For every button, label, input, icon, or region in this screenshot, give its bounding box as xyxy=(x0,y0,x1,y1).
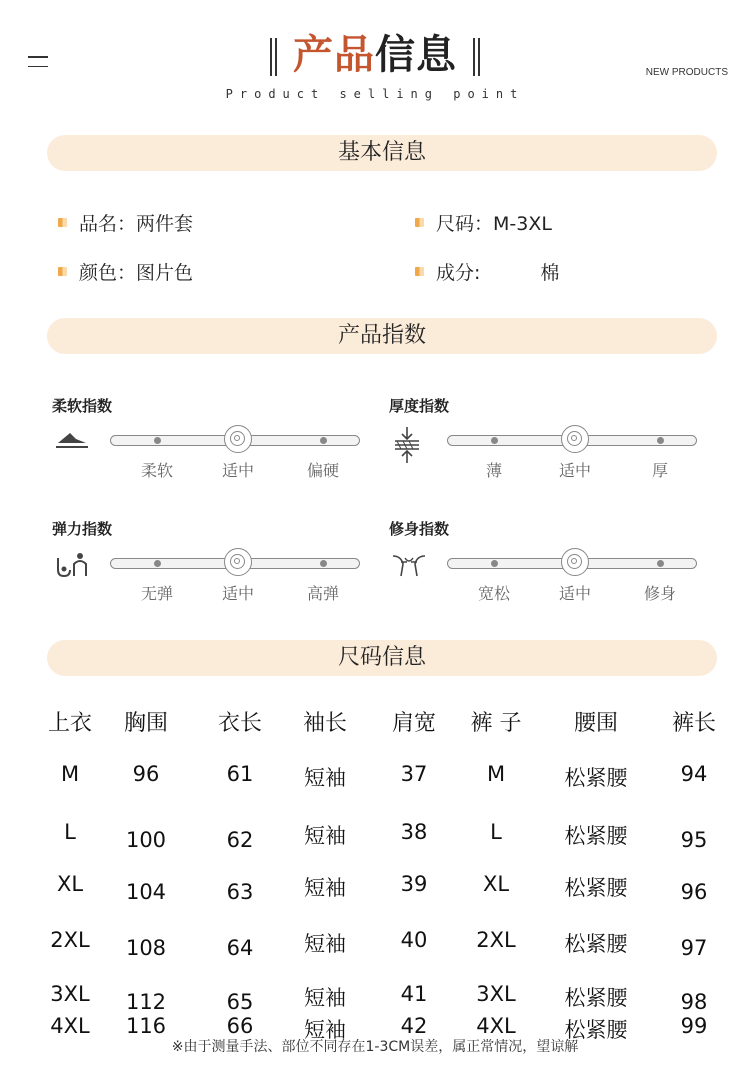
elasticity-icon xyxy=(54,550,88,584)
index-level-label: 无弹 xyxy=(140,584,173,603)
size-table-cell: 2XL xyxy=(50,928,90,952)
size-table-header: 肩宽 xyxy=(391,711,436,736)
size-table-cell: 短袖 xyxy=(304,932,346,956)
size-table-cell: 98 xyxy=(680,990,708,1014)
fit-icon xyxy=(391,550,427,582)
new-products-label: NEW PRODUCTS xyxy=(645,67,728,78)
index-title: 厚度指数 xyxy=(389,397,450,415)
knob-ring xyxy=(230,554,245,569)
index-level-label: 薄 xyxy=(485,461,502,480)
index-level-label: 宽松 xyxy=(477,584,510,603)
size-table-cell: 3XL xyxy=(476,982,516,1006)
title-divider-right xyxy=(473,38,480,76)
size-table-header: 裤长 xyxy=(671,711,716,736)
size-table-cell: 108 xyxy=(125,936,167,960)
index-slider-stop xyxy=(657,437,664,444)
index-level-label: 适中 xyxy=(221,461,254,480)
size-table-cell: 116 xyxy=(125,1014,167,1038)
size-table-cell: 短袖 xyxy=(304,766,346,790)
index-slider-knob xyxy=(224,548,252,576)
index-level-label: 适中 xyxy=(558,461,591,480)
index-slider-knob xyxy=(224,425,252,453)
page-subtitle: Product selling point xyxy=(225,87,525,101)
bullet-icon xyxy=(415,267,424,276)
info-color xyxy=(58,258,193,285)
page-title xyxy=(0,30,750,80)
size-table-cell: 64 xyxy=(226,936,254,960)
index-level-label: 厚 xyxy=(651,461,668,480)
size-table-cell: 短袖 xyxy=(304,986,346,1010)
size-table-cell: 短袖 xyxy=(304,1018,346,1042)
size-table-cell: 4XL xyxy=(50,1014,90,1038)
size-table-cell: 短袖 xyxy=(304,876,346,900)
size-table-cell: 37 xyxy=(400,762,428,786)
title-divider-left xyxy=(270,38,277,76)
size-table-header: 衣长 xyxy=(217,711,262,736)
size-table-cell: 松紧腰 xyxy=(564,986,628,1010)
softness-icon xyxy=(54,427,90,455)
knob-center xyxy=(571,558,577,564)
info-product-name xyxy=(58,209,193,236)
size-table-cell: 2XL xyxy=(476,928,516,952)
size-table-cell: XL xyxy=(56,872,84,896)
size-table-cell: 95 xyxy=(680,828,708,852)
index-level-label: 偏硬 xyxy=(306,461,339,480)
bullet-icon xyxy=(58,267,67,276)
size-table-header: 袖长 xyxy=(302,711,347,736)
size-table-cell: 松紧腰 xyxy=(564,876,628,900)
size-table-header: 上衣 xyxy=(47,711,92,736)
size-table-cell: 短袖 xyxy=(304,824,346,848)
index-slider-stop xyxy=(154,437,161,444)
title-accent: 产品 xyxy=(293,32,375,78)
size-table-cell: L xyxy=(64,820,76,844)
index-title: 弹力指数 xyxy=(52,520,113,538)
bullet-icon xyxy=(58,218,67,227)
size-table-cell: M xyxy=(486,762,506,786)
size-table-header: 胸围 xyxy=(123,711,168,736)
product-index-heading: 产品指数 xyxy=(47,318,717,354)
size-table-cell: 40 xyxy=(400,928,428,952)
info-product-name-text: 品名：两件套 xyxy=(79,213,194,235)
title-rest: 信息 xyxy=(375,32,457,78)
info-material-label: 成分: xyxy=(436,262,481,284)
index-slider-stop xyxy=(491,437,498,444)
size-info-heading: 尺码信息 xyxy=(47,640,717,676)
info-size-range-text: 尺码：M-3XL xyxy=(436,213,552,235)
size-table-cell: 96 xyxy=(132,762,160,786)
size-table-cell: 39 xyxy=(400,872,428,896)
bullet-icon xyxy=(415,218,424,227)
size-table-cell: 112 xyxy=(125,990,167,1014)
size-table-cell: 97 xyxy=(680,936,708,960)
size-table-header: 裤 子 xyxy=(470,711,522,736)
info-size-range xyxy=(415,209,552,236)
index-level-label: 柔软 xyxy=(140,461,173,480)
size-table-cell: 38 xyxy=(400,820,428,844)
index-slider-stop xyxy=(154,560,161,567)
size-table-cell: 42 xyxy=(400,1014,428,1038)
size-table-cell: 62 xyxy=(226,828,254,852)
index-slider-knob xyxy=(561,425,589,453)
index-level-label: 适中 xyxy=(558,584,591,603)
size-table-cell: 66 xyxy=(226,1014,254,1038)
index-title: 修身指数 xyxy=(389,520,450,538)
index-slider-stop xyxy=(491,560,498,567)
index-slider-stop xyxy=(320,560,327,567)
knob-ring xyxy=(567,554,582,569)
basic-info-heading: 基本信息 xyxy=(47,135,717,171)
knob-center xyxy=(234,435,240,441)
index-level-label: 高弹 xyxy=(306,584,339,603)
size-table-cell: 99 xyxy=(680,1014,708,1038)
size-table-cell: 65 xyxy=(226,990,254,1014)
thickness-icon xyxy=(391,425,423,469)
size-table-cell: 61 xyxy=(226,762,254,786)
size-table-cell: 松紧腰 xyxy=(564,1018,628,1042)
size-table-cell: 104 xyxy=(125,880,167,904)
size-table-cell: 96 xyxy=(680,880,708,904)
index-slider-stop xyxy=(657,560,664,567)
index-slider-knob xyxy=(561,548,589,576)
measurement-note: ※由于测量手法、部位不同存在1-3CM误差，属正常情况，望谅解 xyxy=(171,1039,579,1055)
size-table-cell: 3XL xyxy=(50,982,90,1006)
knob-center xyxy=(234,558,240,564)
size-table-cell: XL xyxy=(482,872,510,896)
info-material-value: 棉 xyxy=(540,262,560,284)
index-level-label: 适中 xyxy=(221,584,254,603)
size-table-cell: 63 xyxy=(226,880,254,904)
size-table-cell: 松紧腰 xyxy=(564,824,628,848)
size-table-cell: M xyxy=(60,762,80,786)
size-table-cell: 松紧腰 xyxy=(564,766,628,790)
knob-ring xyxy=(567,431,582,446)
index-level-label: 修身 xyxy=(643,584,676,603)
knob-center xyxy=(571,435,577,441)
size-table-cell: 94 xyxy=(680,762,708,786)
index-slider-stop xyxy=(320,437,327,444)
size-table-header: 腰围 xyxy=(573,711,618,736)
size-table-cell: 松紧腰 xyxy=(564,932,628,956)
info-material xyxy=(415,258,559,285)
knob-ring xyxy=(230,431,245,446)
size-table-cell: 4XL xyxy=(476,1014,516,1038)
index-title: 柔软指数 xyxy=(52,397,113,415)
size-table-cell: L xyxy=(490,820,502,844)
info-color-text: 颜色：图片色 xyxy=(79,262,194,284)
size-table-cell: 100 xyxy=(125,828,167,852)
size-table-cell: 41 xyxy=(400,982,428,1006)
